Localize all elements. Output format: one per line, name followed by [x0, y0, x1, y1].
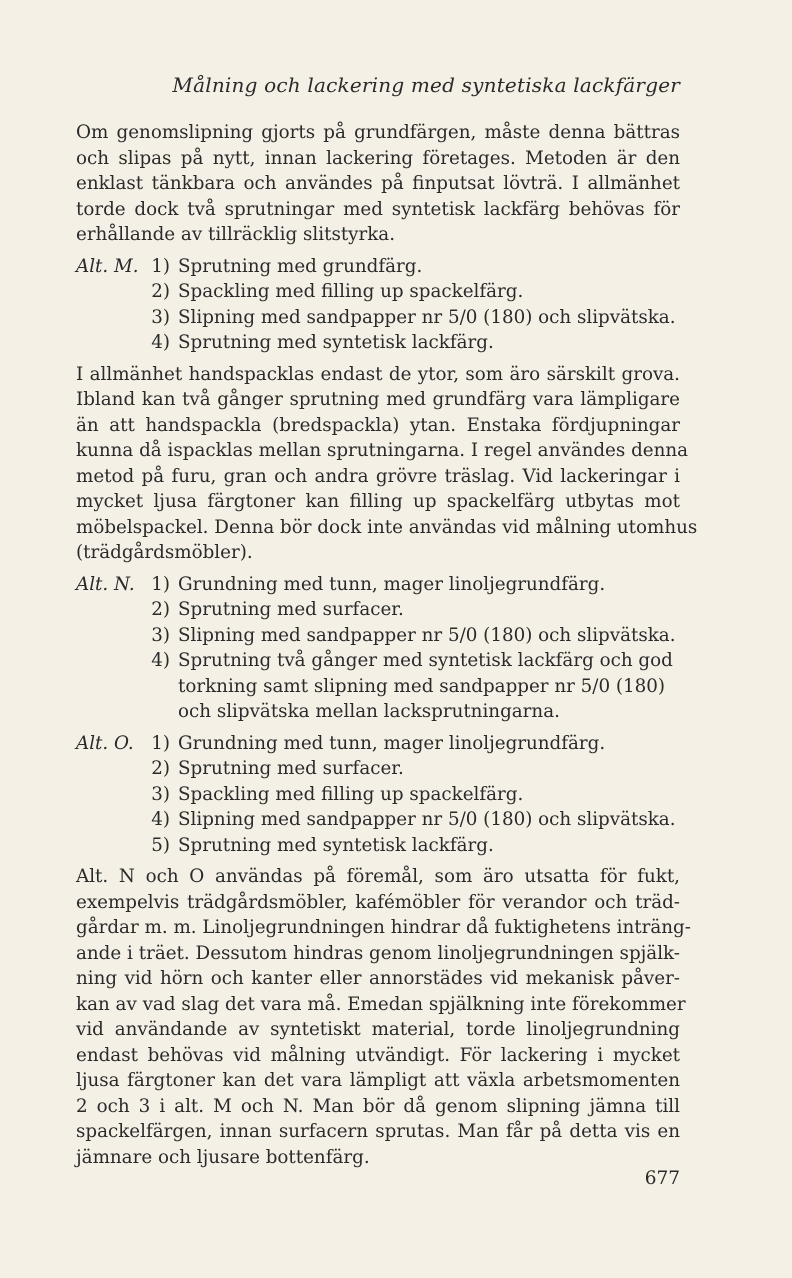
- text-line: Alt. N och O användas på föremål, som äro utsatta för fukt,: [76, 866, 680, 887]
- alt-label: Alt. O.: [76, 732, 134, 754]
- step-number: 3): [151, 783, 170, 805]
- step-text: Sprutning med syntetisk lackfärg.: [178, 834, 494, 856]
- step-number: 1): [151, 573, 170, 595]
- text-line: exempelvis trädgårdsmöbler, kafémöbler för verandor och träd-: [76, 891, 680, 913]
- step-number: 2): [151, 758, 170, 779]
- step-text-line: Sprutning två gånger med syntetisk lackfärg och god: [178, 650, 673, 671]
- alt-step: [76, 305, 680, 331]
- text-line: Ibland kan två gånger sprutning med grundfärg vara lämpligare: [76, 389, 680, 410]
- step-number: 2): [151, 599, 170, 620]
- step-number: 4): [151, 809, 170, 830]
- text-line: möbelspackel. Denna bör dock inte användas vid målning utomhus: [76, 516, 698, 538]
- alt-step: [76, 833, 680, 859]
- step-number: 3): [151, 306, 170, 328]
- text-line: vid användande av syntetiskt material, torde linoljegrundning: [76, 1019, 680, 1040]
- alt-step: [76, 807, 680, 833]
- running-header: Målning och lackering med syntetiska lackfärger: [172, 73, 680, 97]
- step-text: Sprutning med syntetisk lackfärg.: [178, 332, 494, 353]
- paragraph-intro: [76, 120, 680, 248]
- text-line: kunna då ispacklas mellan sprutningarna. I regel användes denna: [76, 440, 689, 461]
- alt-step: [76, 279, 680, 305]
- alt-step: [76, 731, 680, 757]
- text-line: ning vid hörn och kanter eller annorstädes vid mekanisk påver-: [76, 968, 680, 989]
- step-text: Grundning med tunn, mager linoljegrundfärg.: [178, 732, 606, 754]
- step-text-line: torkning samt slipning med sandpapper nr 5/0 (180): [178, 675, 666, 697]
- step-text-line: och slipvätska mellan lacksprutningarna.: [178, 701, 560, 722]
- text-line: 2 och 3 i alt. M och N. Man bör då genom slipning jämna till: [76, 1095, 680, 1117]
- text-line: (trädgårdsmöbler).: [76, 542, 253, 563]
- step-number: 1): [151, 255, 170, 277]
- alt-step: [76, 572, 680, 598]
- alt-label: Alt. M.: [76, 255, 139, 277]
- text-line: metod på furu, gran och andra grövre träslag. Vid lackeringar i: [76, 465, 680, 487]
- step-text: Slipning med sandpapper nr 5/0 (180) och slipvätska.: [178, 809, 676, 830]
- text-line: enklast tänkbara och användes på finputsat lövträ. I allmänhet: [76, 173, 680, 194]
- text-line: ande i träet. Dessutom hindras genom linoljegrundningen spjälk-: [76, 942, 680, 964]
- alt-step: [76, 782, 680, 808]
- alt-step: [76, 254, 680, 280]
- page-body: [76, 120, 698, 1170]
- text-line: kan av vad slag det vara må. Emedan spjälkning inte förekommer: [76, 993, 686, 1015]
- text-line: I allmänhet handspacklas endast de ytor, som äro särskilt grova.: [76, 363, 680, 385]
- step-text: Sprutning med surfacer.: [178, 599, 404, 620]
- text-line: mycket ljusa färgtoner kan filling up spackelfärg utbytas mot: [76, 491, 680, 512]
- text-line: gårdar m. m. Linoljegrundningen hindrar då fuktighetens inträng-: [76, 917, 691, 938]
- step-number: 1): [151, 732, 170, 754]
- step-number: 2): [151, 281, 170, 302]
- step-text: [178, 648, 680, 725]
- text-line: än att handspackla (bredspackla) ytan. Enstaka fördjupningar: [76, 414, 680, 436]
- step-number: 4): [151, 650, 170, 671]
- text-line: och slipas på nytt, innan lackering företages. Metoden är den: [76, 147, 680, 169]
- alt-step: [76, 623, 680, 649]
- step-text: Spackling med filling up spackelfärg.: [178, 783, 524, 805]
- alt-step: [76, 756, 680, 782]
- paragraph-alt-n-o: [76, 864, 691, 1170]
- alt-label: Alt. N.: [76, 573, 135, 595]
- step-number: 3): [151, 624, 170, 646]
- text-line: spackelfärgen, innan surfacern sprutas. Man får på detta vis en: [76, 1121, 680, 1142]
- step-text: Spackling med filling up spackelfärg.: [178, 281, 524, 302]
- text-line: jämnare och ljusare bottenfärg.: [76, 1146, 370, 1168]
- alternative-n: [76, 572, 680, 725]
- text-line: Om genomslipning gjorts på grundfärgen, måste denna bättras: [76, 122, 680, 143]
- page-number: 677: [644, 1168, 680, 1189]
- step-text: Slipning med sandpapper nr 5/0 (180) och slipvätska.: [178, 306, 676, 328]
- text-line: erhållande av tillräcklig slitstyrka.: [76, 224, 396, 245]
- step-text: Slipning med sandpapper nr 5/0 (180) och slipvätska.: [178, 624, 676, 646]
- alternative-o: [76, 731, 680, 859]
- step-number: 5): [151, 834, 170, 856]
- paragraph-handspackling: [76, 362, 698, 566]
- step-text: Sprutning med grundfärg.: [178, 255, 423, 277]
- step-number: 4): [151, 332, 170, 353]
- alternative-m: [76, 254, 680, 356]
- alt-step: [76, 330, 680, 356]
- step-text: Sprutning med surfacer.: [178, 758, 404, 779]
- text-line: torde dock två sprutningar med syntetisk lackfärg behövas för: [76, 198, 680, 220]
- text-line: ljusa färgtoner kan det vara lämpligt att växla arbetsmomenten: [76, 1070, 680, 1091]
- text-line: endast behövas vid målning utvändigt. För lackering i mycket: [76, 1044, 680, 1066]
- step-text: Grundning med tunn, mager linoljegrundfärg.: [178, 573, 606, 595]
- alt-step: [76, 597, 680, 623]
- alt-step: [76, 648, 680, 725]
